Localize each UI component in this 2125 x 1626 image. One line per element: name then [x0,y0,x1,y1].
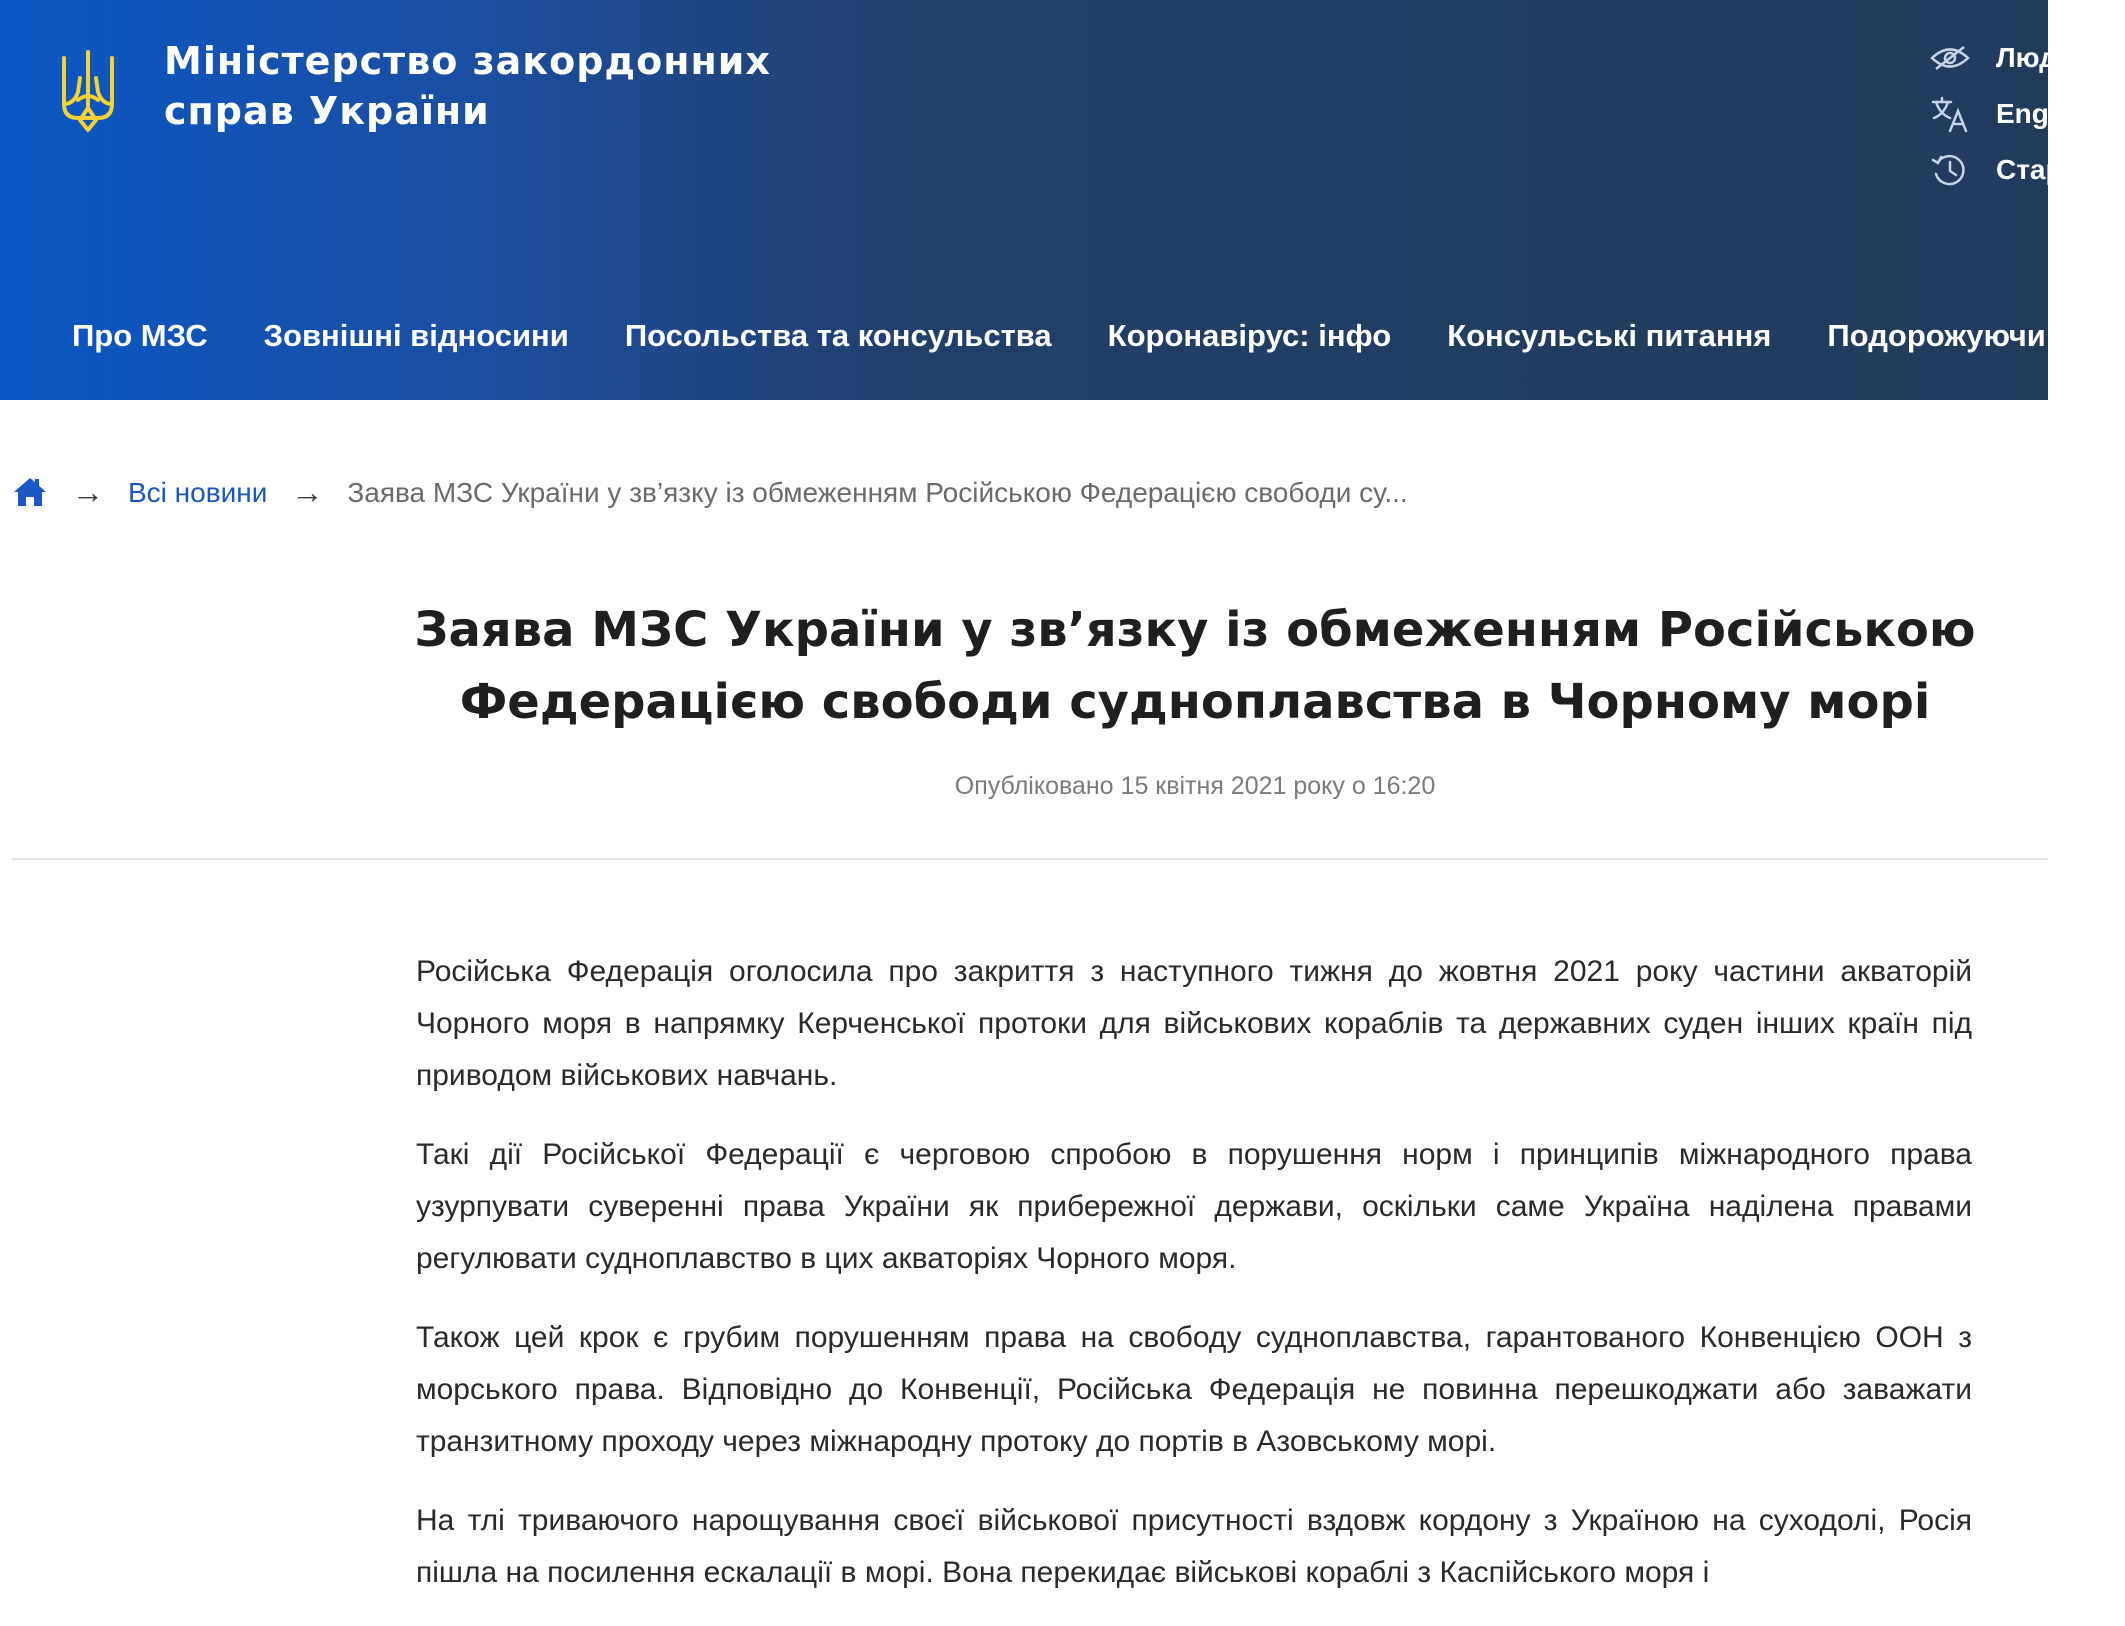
home-icon[interactable] [12,476,48,510]
utility-links [1930,30,2063,198]
breadcrumb-all-news-link[interactable]: Всі новини [128,476,268,508]
breadcrumb-current: Заява МЗС України у зв’язку із обмеженням Російською Федерацією свободи су... [347,476,1408,508]
published-date: Опубліковано 15 квітня 2021 року о 16:20 [954,772,1436,800]
nav-item-embassies[interactable]: Посольства та консульства [624,318,1052,353]
main-nav [72,318,2125,354]
breadcrumb-separator: → [72,474,104,510]
nav-item-about[interactable]: Про МЗС [72,318,208,353]
breadcrumb-separator: → [291,474,324,510]
accessibility-eye-icon [1930,38,1978,78]
site-header [0,0,2069,400]
accessibility-label: Люд [1996,42,2057,73]
site-title-line2: справ України [164,89,490,133]
article-body [416,946,1972,1626]
trident-logo-icon[interactable] [60,48,116,134]
old-version-link[interactable] [1930,142,2063,198]
nav-item-foreign-relations[interactable]: Зовнішні відносини [263,318,569,353]
nav-item-coronavirus[interactable]: Коронавірус: інфо [1107,318,1392,353]
breadcrumb [12,474,1408,511]
accessibility-link[interactable] [1930,30,2057,86]
article-paragraph: На тлі триваючого нарощування своєї військової присутності вздовж кордону з Україною на суходолі, Росія пішла на посилення ескалації в морі. Вона перекидає військові кораблі з Каспійського моря і [416,1504,1972,1589]
nav-item-consular[interactable]: Консульські питання [1447,318,1772,353]
english-link[interactable] [1930,86,2057,142]
article-title-line1: Заява МЗС України у зв’язку із обмеженням Російською [414,602,1976,658]
history-icon [1930,150,1978,190]
article-title-line2: Федерацією свободи судноплавства в Чорному морі [459,674,1931,730]
old-version-label: Стар [1996,154,2063,185]
article-paragraph: Російська Федерація оголосила про закриття з наступного тижня до жовтня 2021 року частини акваторій Чорного моря в напрямку Керченської протоки для військових кораблів та державних суден інших країн під приводом військових навчань. [416,955,1972,1092]
article-title [380,594,2010,738]
article-paragraph: Також цей крок є грубим порушенням права на свободу судноплавства, гарантованого Конвенцією ООН з морського права. Відповідно до Конвенції, Російська Федерація не повинна перешкоджати або заважати транзитному проходу через міжнародну протоку до портів в Азовському морі. [416,1321,1972,1458]
divider [12,858,2048,860]
translate-icon [1930,94,1978,134]
site-title-line1: Міністерство закордонних [164,39,771,83]
nav-item-travelers[interactable]: Подорожуючим [1827,318,2069,353]
article-paragraph: Такі дії Російської Федерації є черговою спробою в порушення норм і принципів міжнародного права узурпувати суверенні права України як прибережної держави, оскільки саме Україна наділена правами регулювати судноплавство в цих акваторіях Чорного моря. [416,1138,1972,1275]
english-label: Engl [1996,98,2057,129]
site-title[interactable] [164,36,771,136]
